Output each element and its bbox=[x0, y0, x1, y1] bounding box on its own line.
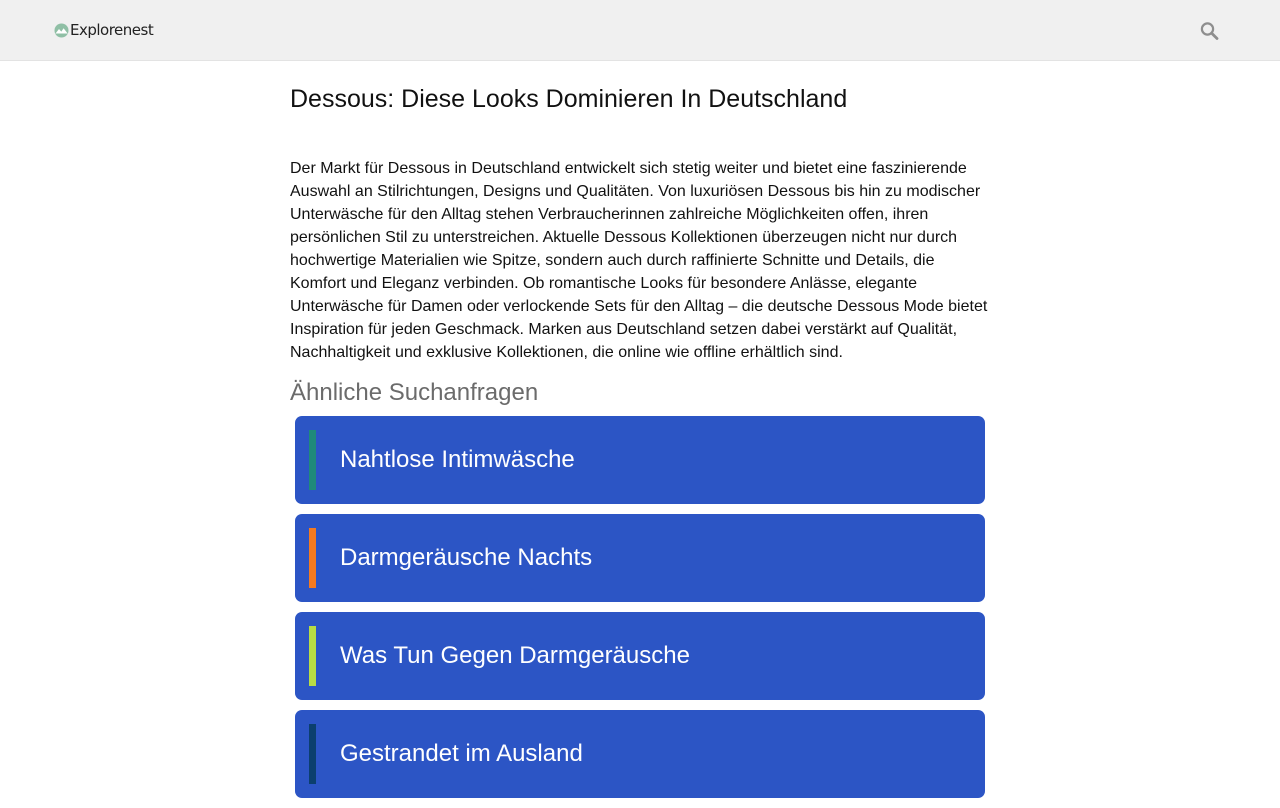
site-logo[interactable] bbox=[54, 20, 153, 40]
logo-text: Explorenest bbox=[70, 21, 154, 39]
accent-bar bbox=[309, 430, 316, 490]
top-bar bbox=[0, 0, 1280, 61]
accent-bar bbox=[309, 724, 316, 784]
search-icon bbox=[1199, 29, 1221, 46]
page-title: Dessous: Diese Looks Dominieren In Deutschland bbox=[290, 85, 848, 113]
related-search-link[interactable] bbox=[295, 612, 985, 700]
article bbox=[290, 80, 990, 808]
related-search-link[interactable] bbox=[295, 514, 985, 602]
related-search-link[interactable] bbox=[295, 416, 985, 504]
accent-bar bbox=[309, 626, 316, 686]
related-search-label: Was Tun Gegen Darmgeräusche bbox=[340, 642, 690, 669]
intro-paragraph: Der Markt für Dessous in Deutschland entwickelt sich stetig weiter und bietet eine faszinierende Auswahl an Stilrichtungen, Designs und Qualitäten. Von luxuriösen Dessous bis hin zu modischer Unterwäsche für den Alltag stehen Verbraucherinnen zahlreiche Möglichkeiten offen, ihren persönlichen Stil zu unterstreichen. Aktuelle Dessous Kollektionen überzeugen nicht nur durch hochwertige Materialien wie Spitze, sondern auch durch raffinierte Schnitte und Details, die Komfort und Eleganz verbinden. Ob romantische Looks für besondere Anlässe, elegante Unterwäsche für Damen oder verlockende Sets für den Alltag – die deutsche Dessous Mode bietet Inspiration für jeden Geschmack. Marken aus Deutschland setzen dabei verstärkt auf Qualität, Nachhaltigkeit und exklusive Kollektionen, die online wie offline erhältlich sind. bbox=[290, 160, 988, 361]
search-button[interactable] bbox=[1199, 20, 1221, 42]
mountain-globe-icon bbox=[54, 23, 69, 38]
related-search-label: Darmgeräusche Nachts bbox=[340, 544, 593, 571]
related-search-link[interactable] bbox=[295, 710, 985, 798]
related-searches-list bbox=[295, 416, 990, 798]
related-search-label: Nahtlose Intimwäsche bbox=[340, 446, 575, 473]
related-search-label: Gestrandet im Ausland bbox=[340, 740, 583, 767]
related-searches-heading: Ähnliche Suchanfragen bbox=[290, 379, 539, 406]
accent-bar bbox=[309, 528, 316, 588]
